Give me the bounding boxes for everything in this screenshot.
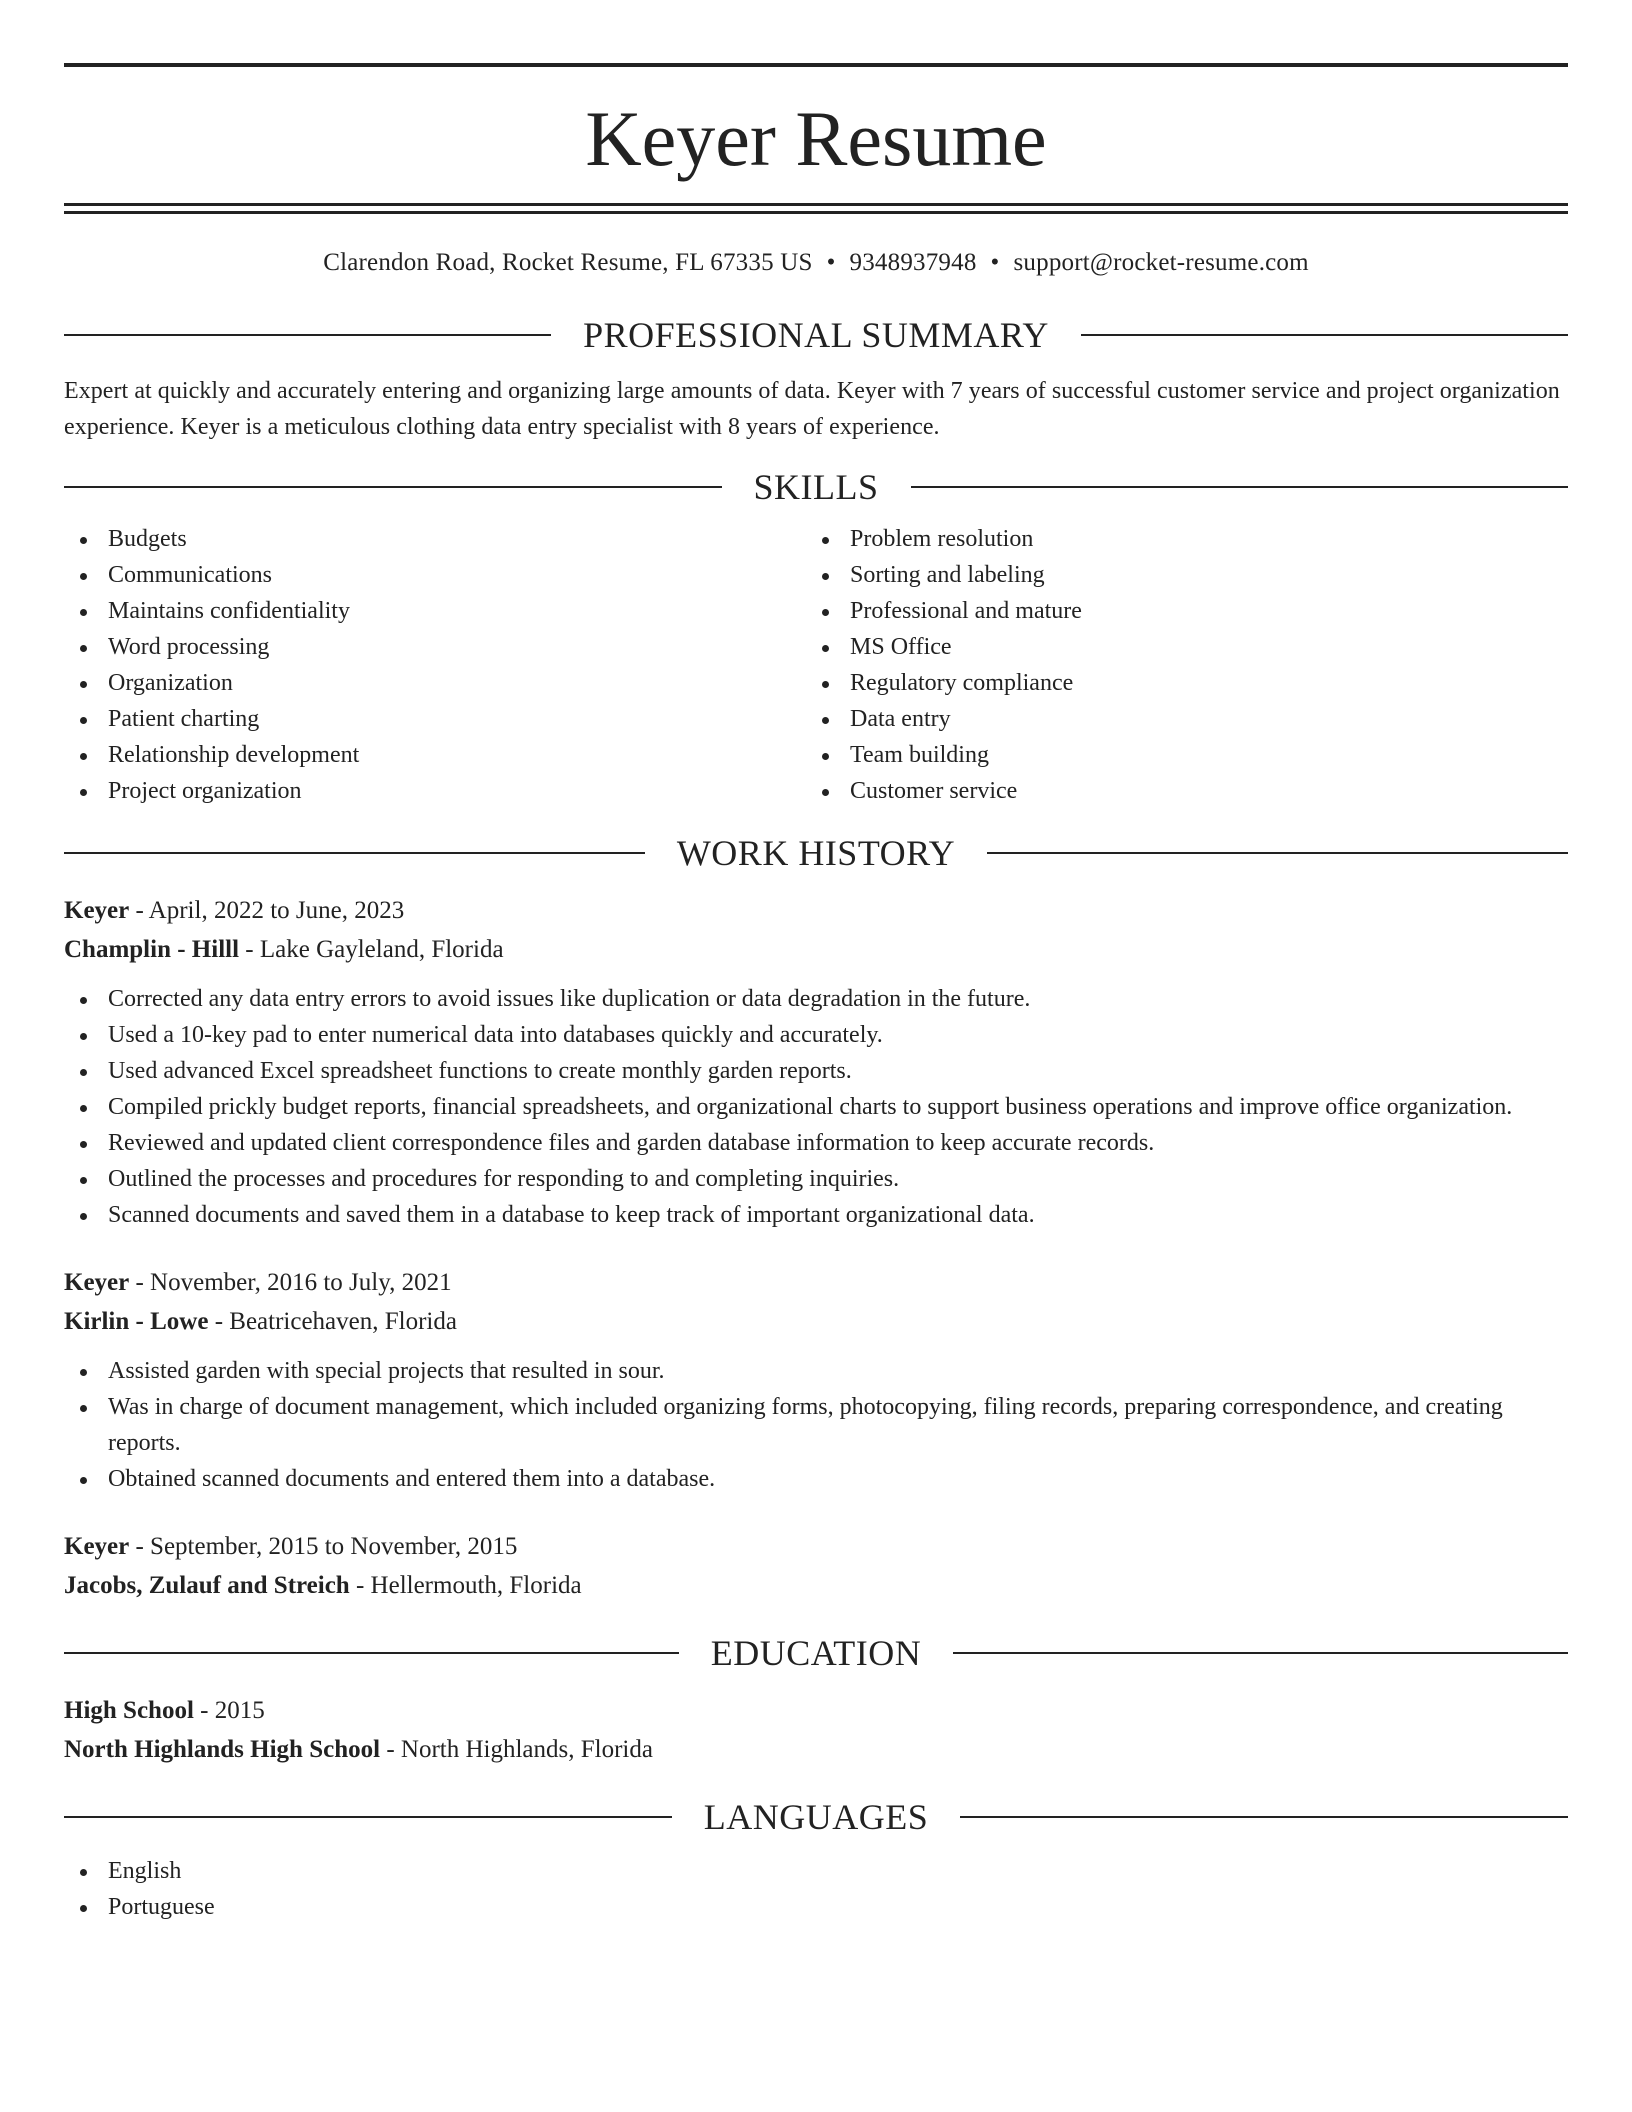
job-bullet: Was in charge of document management, which included organizing forms, photocopying, filing records, preparing correspondence, and creating reports. (64, 1389, 1568, 1461)
heading-rule-left (64, 852, 645, 854)
contact-address: Clarendon Road, Rocket Resume, FL 67335 US (323, 249, 813, 276)
education-entry (64, 1691, 1568, 1769)
job-dates: - November, 2016 to July, 2021 (129, 1269, 452, 1296)
double-rule (64, 203, 1568, 214)
job-bullet: Assisted garden with special projects that resulted in sour. (64, 1353, 1568, 1389)
job-role: Keyer (64, 897, 130, 924)
education-year: - 2015 (193, 1697, 265, 1724)
contact-phone: 9348937948 (849, 249, 977, 276)
contact-separator: • (990, 249, 1000, 276)
education-school: North Highlands High School (64, 1736, 381, 1763)
education-heading (64, 1631, 1568, 1675)
job-company-line (64, 1566, 1568, 1605)
job-role-line (64, 891, 1568, 930)
work-heading (64, 831, 1568, 875)
skill-item: Regulatory compliance (806, 665, 1548, 701)
job-bullet: Compiled prickly budget reports, financial spreadsheets, and organizational charts to support business operations and improve office organization. (64, 1089, 1568, 1125)
job-company: Jacobs, Zulauf and Streich (64, 1572, 350, 1599)
summary-title: PROFESSIONAL SUMMARY (583, 315, 1049, 355)
summary-text: Expert at quickly and accurately entering and organizing large amounts of data. Keyer with 7 years of successful customer service and project organization experience. Keyer is a meticulous clothing data entry specialist with 8 years of experience. (64, 378, 1560, 440)
language-item: Portuguese (64, 1889, 1568, 1925)
heading-rule-left (64, 486, 722, 488)
job-entry (64, 1263, 1568, 1497)
job-bullets (64, 1353, 1568, 1497)
job-bullet: Obtained scanned documents and entered them into a database. (64, 1461, 1568, 1497)
languages-list (64, 1853, 1568, 1925)
job-bullet: Scanned documents and saved them in a database to keep track of important organizational data. (64, 1197, 1568, 1233)
job-bullets (64, 981, 1568, 1233)
job-company-line (64, 930, 1568, 969)
education-degree: High School (64, 1697, 194, 1724)
resume-page (64, 63, 1568, 1925)
skills-list-left (64, 521, 806, 809)
job-role: Keyer (64, 1533, 130, 1560)
skill-item: Team building (806, 737, 1548, 773)
languages-title: LANGUAGES (703, 1797, 929, 1837)
education-school-line (64, 1730, 1568, 1769)
skill-item: Patient charting (64, 701, 806, 737)
skill-item: Relationship development (64, 737, 806, 773)
skill-item: Customer service (806, 773, 1548, 809)
heading-rule-left (64, 1816, 672, 1818)
job-role: Keyer (64, 1269, 130, 1296)
skill-item: Sorting and labeling (806, 557, 1548, 593)
skill-item: Project organization (64, 773, 806, 809)
contact-separator: • (826, 249, 836, 276)
job-dates: - April, 2022 to June, 2023 (129, 897, 405, 924)
job-dates: - September, 2015 to November, 2015 (129, 1533, 518, 1560)
skills-heading (64, 465, 1568, 509)
job-bullet: Used a 10-key pad to enter numerical data into databases quickly and accurately. (64, 1017, 1568, 1053)
heading-rule-right (911, 486, 1569, 488)
skill-item: Organization (64, 665, 806, 701)
education-location: - North Highlands, Florida (380, 1736, 653, 1763)
resume-title: Keyer Resume (585, 95, 1047, 182)
languages-heading (64, 1795, 1568, 1839)
heading-rule-right (960, 1816, 1568, 1818)
top-rule (64, 63, 1568, 67)
job-location: - Beatricehaven, Florida (208, 1308, 457, 1335)
job-company: Kirlin - Lowe (64, 1308, 209, 1335)
skill-item: Word processing (64, 629, 806, 665)
job-company: Champlin - Hilll (64, 936, 240, 963)
skill-item: Data entry (806, 701, 1548, 737)
education-title: EDUCATION (710, 1633, 922, 1673)
skill-item: Problem resolution (806, 521, 1548, 557)
education-degree-line (64, 1691, 1568, 1730)
skill-item: Communications (64, 557, 806, 593)
summary-heading (64, 313, 1568, 357)
skill-item: MS Office (806, 629, 1548, 665)
job-role-line (64, 1263, 1568, 1302)
job-bullet: Corrected any data entry errors to avoid issues like duplication or data degradation in the future. (64, 981, 1568, 1017)
skill-item: Professional and mature (806, 593, 1548, 629)
contact-email: support@rocket-resume.com (1013, 249, 1309, 276)
job-entry (64, 891, 1568, 1233)
work-title: WORK HISTORY (676, 833, 956, 873)
skills-title: SKILLS (753, 467, 879, 507)
heading-rule-right (1081, 334, 1568, 336)
job-location: - Lake Gayleland, Florida (239, 936, 504, 963)
job-bullet: Outlined the processes and procedures for responding to and completing inquiries. (64, 1161, 1568, 1197)
job-bullet: Used advanced Excel spreadsheet functions to create monthly garden reports. (64, 1053, 1568, 1089)
job-role-line (64, 1527, 1568, 1566)
job-company-line (64, 1302, 1568, 1341)
skills-columns (64, 521, 1568, 809)
skill-item: Budgets (64, 521, 806, 557)
job-location: - Hellermouth, Florida (349, 1572, 582, 1599)
contact-line (64, 247, 1568, 279)
job-entry (64, 1527, 1568, 1605)
heading-rule-right (987, 852, 1568, 854)
heading-rule-left (64, 334, 551, 336)
language-item: English (64, 1853, 1568, 1889)
heading-rule-left (64, 1652, 679, 1654)
heading-rule-right (953, 1652, 1568, 1654)
skill-item: Maintains confidentiality (64, 593, 806, 629)
skills-list-right (806, 521, 1548, 809)
job-bullet: Reviewed and updated client correspondence files and garden database information to keep accurate records. (64, 1125, 1568, 1161)
